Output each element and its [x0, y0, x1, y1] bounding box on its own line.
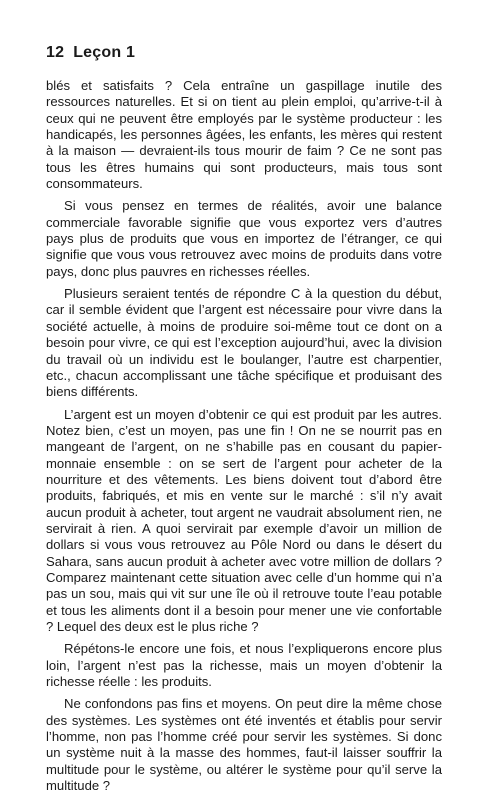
- chapter-title: Leçon 1: [73, 44, 136, 61]
- book-page: [46, 44, 442, 800]
- running-head: [46, 44, 442, 62]
- paragraph-trade-balance: Si vous pensez en termes de réalités, avoir une balance commerciale favorable signifie que vous exportez vers d’autres pays plus de produits que vous en importez de l’étranger, ce qui signifie que vous vous retrouvez avec moins de produits dans votre pays, donc plus pauvres en richesses réelles.: [46, 198, 442, 279]
- paragraph-money-not-wealth: Répétons-le encore une fois, et nous l’expliquerons encore plus loin, l’argent n’est pas la richesse, mais un moyen d’obtenir la richesse réelle : les produits.: [46, 641, 442, 690]
- paragraph-money-as-means: L’argent est un moyen d’obtenir ce qui est produit par les autres. Notez bien, c’est un moyen, pas une fin ! On ne se nourrit pas en mangeant de l’argent, on ne s’habille pas en cousant du papier-monnaie ensemble : on se sert de l’argent pour acheter de la nourriture et des vêtements. Les biens doivent tout d’abord être produits, fabriqués, et mis en vente sur le marché : s’il n’y avait aucun produit à acheter, tout argent ne vaudrait absolument rien, ne servirait à rien. A quoi servirait par exemple d’avoir un million de dollars si vous vous retrouvez au Pôle Nord ou dans le désert du Sahara, sans aucun produit à acheter avec votre million de dollars ? Comparez maintenant cette situation avec celle d’un homme qui n’a pas un sou, mais qui vit sur une île où il retrouve toute l’eau potable et tous les aliments dont il a besoin pour mener une vie confortable ? Lequel des deux est le plus riche ?: [46, 406, 442, 634]
- paragraph-ends-and-means: Ne confondons pas fins et moyens. On peut dire la même chose des systèmes. Les systèmes ont été inventés et établis pour servir l’homme, non pas l’homme créé pour servir les systèmes. Si donc un système nuit à la masse des hommes, faut-il laisser souffrir la multitude pour le système, ou altérer le système pour qu’il serve la multitude ?: [46, 696, 442, 794]
- page-number: 12: [46, 44, 65, 61]
- paragraph-answer-c: Plusieurs seraient tentés de répondre C à la question du début, car il semble évident que l’argent est nécessaire pour vivre dans la société actuelle, à moins de produire soi-même tout ce dont on a besoin pour vivre, ce qui est l’exception aujourd’hui, avec la division du travail où un individu est le boulanger, l’autre est charpentier, etc., chacun accomplissant une tâche spécifique et produisant des biens différents.: [46, 286, 442, 400]
- paragraph-continuation: blés et satisfaits ? Cela entraîne un gaspillage inutile des ressources naturelles. Et si on tient au plein emploi, qu’arrive-t-il à ceux qui ne peuvent être employés par le système producteur : les handicapés, les personnes âgées, les enfants, les mères qui restent à la maison — devraient-ils tous mourir de faim ? Ce ne sont pas tous les êtres humains qui sont producteurs, mais tous sont consommateurs.: [46, 78, 442, 192]
- body-text: [46, 78, 442, 794]
